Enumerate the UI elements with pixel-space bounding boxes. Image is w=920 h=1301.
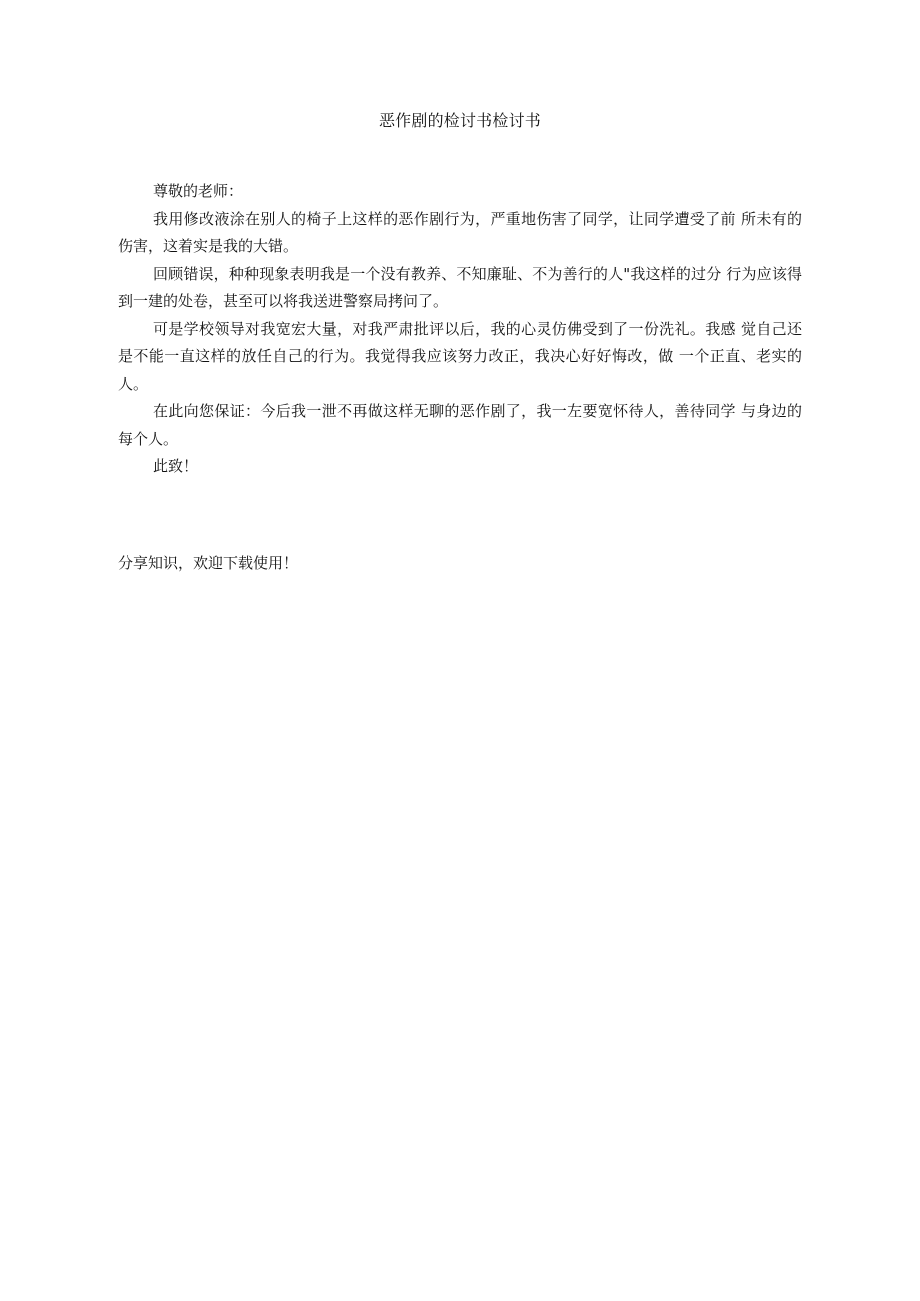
paragraph-3: 可是学校领导对我宽宏大量，对我严肃批评以后，我的心灵仿佛受到了一份洗礼。我感 觉自己还是不能一直这样的放任自己的行为。我觉得我应该努力改正，我决心好好悔改，做 一个正直、老实的人。	[118, 319, 802, 393]
salutation: 尊敬的老师：	[153, 182, 244, 200]
paragraph-1: 我用修改液涂在别人的椅子上这样的恶作剧行为，严重地伤害了同学，让同学遭受了前 所未有的伤害，这着实是我的大错。	[118, 209, 802, 255]
letter-body	[118, 178, 802, 481]
footer-note: 分享知识，欢迎下载使用！	[118, 554, 299, 572]
document-title: 恶作剧的检讨书检讨书	[378, 111, 541, 130]
paragraph-4: 在此向您保证：今后我一泄不再做这样无聊的恶作剧了，我一左要宽怀待人，善待同学 与身边的每个人。	[118, 402, 802, 448]
paragraph-2: 回顾错误，种种现象表明我是一个没有教养、不知廉耻、不为善行的人"我这样的过分 行为应该得到一建的处卷，甚至可以将我送进警察局拷问了。	[118, 264, 802, 310]
closing: 此致！	[153, 457, 199, 475]
